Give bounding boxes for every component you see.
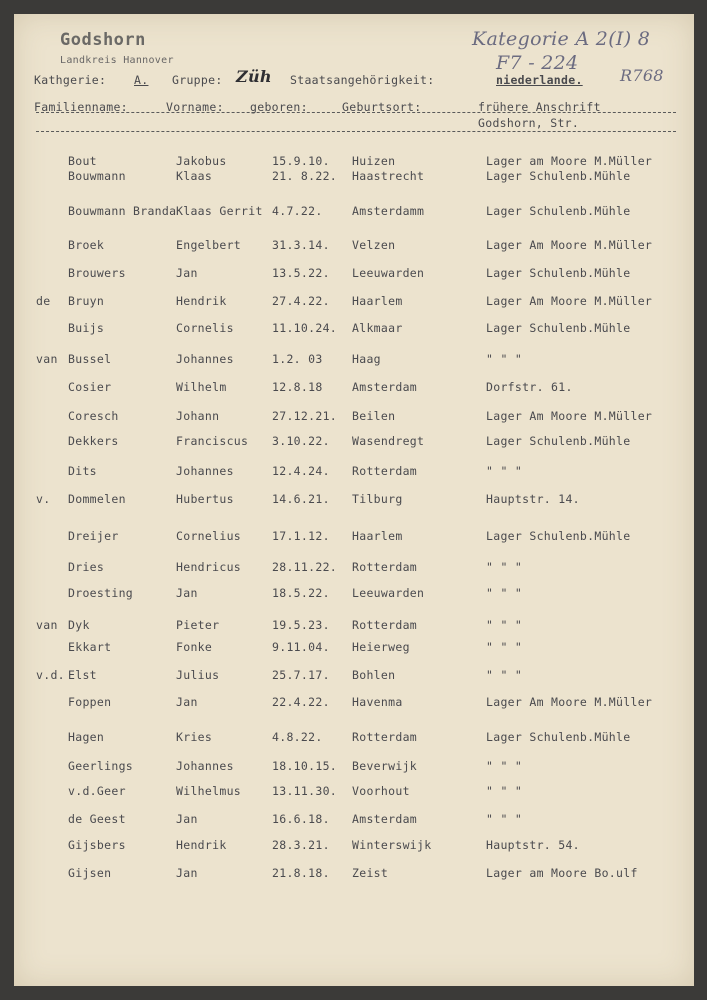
header-rule-bottom <box>36 131 676 132</box>
entry-birth-place: Beverwijk <box>352 759 418 773</box>
entry-birth-date: 9.11.04. <box>272 640 330 654</box>
entry-birth-date: 4.8.22. <box>272 730 323 744</box>
entry-surname: Dommelen <box>68 492 126 506</box>
entry-address: Hauptstr. 54. <box>486 838 580 852</box>
entry-birth-place: Zeist <box>352 866 389 880</box>
entry-birth-date: 4.7.22. <box>272 204 323 218</box>
list-item <box>14 866 694 882</box>
entry-first-name: Julius <box>176 668 220 682</box>
entry-birth-place: Tilburg <box>352 492 403 506</box>
list-item <box>14 380 694 396</box>
list-item <box>14 812 694 828</box>
entry-address: " " " <box>486 586 523 600</box>
list-item <box>14 434 694 450</box>
entry-birth-date: 11.10.24. <box>272 321 338 335</box>
entry-birth-place: Rotterdam <box>352 618 418 632</box>
entry-first-name: Johann <box>176 409 220 423</box>
entry-birth-date: 12.8.18 <box>272 380 323 394</box>
header-rule-top <box>36 112 676 113</box>
entry-first-name: Hubertus <box>176 492 234 506</box>
entry-first-name: Pieter <box>176 618 220 632</box>
list-item <box>14 618 694 634</box>
entry-first-name: Jan <box>176 586 198 600</box>
entry-surname: v.d.Geer <box>68 784 126 798</box>
list-item <box>14 409 694 425</box>
entry-birth-date: 22.4.22. <box>272 695 330 709</box>
entry-birth-place: Rotterdam <box>352 464 418 478</box>
entry-surname: Gijsbers <box>68 838 126 852</box>
entry-address: Lager Schulenb.Mühle <box>486 434 631 448</box>
entry-birth-date: 21. 8.22. <box>272 169 338 183</box>
entry-surname: Bout <box>68 154 97 168</box>
entry-first-name: Klaas <box>176 169 213 183</box>
entry-surname: Dits <box>68 464 97 478</box>
handwritten-reference: R768 <box>620 66 664 85</box>
entry-address: Lager Schulenb.Mühle <box>486 204 631 218</box>
entry-birth-date: 27.12.21. <box>272 409 338 423</box>
entry-first-name: Jakobus <box>176 154 227 168</box>
list-item <box>14 154 694 170</box>
entry-surname: Dries <box>68 560 105 574</box>
entry-birth-date: 15.9.10. <box>272 154 330 168</box>
entry-birth-place: Rotterdam <box>352 730 418 744</box>
list-item <box>14 640 694 656</box>
entry-surname: Droesting <box>68 586 134 600</box>
entry-birth-date: 18.5.22. <box>272 586 330 600</box>
entry-birth-date: 25.7.17. <box>272 668 330 682</box>
entry-address: " " " <box>486 352 523 366</box>
entry-address: Hauptstr. 14. <box>486 492 580 506</box>
entry-first-name: Klaas Gerrit <box>176 204 263 218</box>
entry-address: Dorfstr. 61. <box>486 380 573 394</box>
entry-birth-place: Leeuwarden <box>352 266 425 280</box>
entry-address: Lager Schulenb.Mühle <box>486 169 631 183</box>
list-item <box>14 464 694 480</box>
entry-birth-place: Alkmaar <box>352 321 403 335</box>
place-stamp: Godshorn <box>60 30 146 50</box>
entry-birth-place: Velzen <box>352 238 396 252</box>
label-staatsangehoerigkeit: Staatsangehörigkeit: <box>290 73 435 87</box>
gruppe-value: Züh <box>236 67 272 86</box>
entry-birth-place: Haastrecht <box>352 169 425 183</box>
label-gruppe: Gruppe: <box>172 73 223 87</box>
entry-surname: Bussel <box>68 352 112 366</box>
entry-birth-date: 1.2. 03 <box>272 352 323 366</box>
entry-birth-place: Amsterdam <box>352 380 418 394</box>
list-item <box>14 169 694 185</box>
entry-prefix: v. <box>36 492 51 506</box>
entry-first-name: Jan <box>176 866 198 880</box>
list-item <box>14 730 694 746</box>
entry-birth-place: Beilen <box>352 409 396 423</box>
entry-first-name: Johannes <box>176 352 234 366</box>
entry-birth-place: Heierweg <box>352 640 410 654</box>
entry-surname: Coresch <box>68 409 119 423</box>
entry-birth-place: Voorhout <box>352 784 410 798</box>
entry-surname: Hagen <box>68 730 105 744</box>
list-item <box>14 266 694 282</box>
col-familienname: Familienname: <box>34 100 128 114</box>
col-vorname: Vorname: <box>166 100 224 114</box>
col-anschrift-street: Godshorn, Str. <box>478 116 580 130</box>
entry-first-name: Hendrik <box>176 294 227 308</box>
entry-address: " " " <box>486 759 523 773</box>
list-item <box>14 838 694 854</box>
entry-prefix: de <box>36 294 51 308</box>
entry-birth-place: Havenma <box>352 695 403 709</box>
list-item <box>14 586 694 602</box>
entry-prefix: v.d. <box>36 668 65 682</box>
list-item <box>14 492 694 508</box>
entry-first-name: Wilhelm <box>176 380 227 394</box>
entry-birth-date: 21.8.18. <box>272 866 330 880</box>
entry-first-name: Jan <box>176 266 198 280</box>
entry-surname: Foppen <box>68 695 112 709</box>
entry-surname: Dekkers <box>68 434 119 448</box>
entry-surname: Bruyn <box>68 294 105 308</box>
handwritten-file-number: F7 - 224 <box>496 52 579 74</box>
entry-address: Lager am Moore M.Müller <box>486 154 653 168</box>
col-anschrift: frühere Anschrift <box>478 100 601 114</box>
entry-birth-date: 13.11.30. <box>272 784 338 798</box>
list-item <box>14 238 694 254</box>
entry-birth-date: 31.3.14. <box>272 238 330 252</box>
list-item <box>14 321 694 337</box>
entry-birth-place: Bohlen <box>352 668 396 682</box>
entry-first-name: Jan <box>176 812 198 826</box>
entry-surname: de Geest <box>68 812 126 826</box>
entry-address: " " " <box>486 560 523 574</box>
entry-address: Lager Am Moore M.Müller <box>486 409 653 423</box>
list-item <box>14 204 694 220</box>
entry-birth-date: 17.1.12. <box>272 529 330 543</box>
staatsangehoerigkeit-value: niederlande. <box>496 73 583 87</box>
entry-address: " " " <box>486 784 523 798</box>
entry-address: Lager Schulenb.Mühle <box>486 321 631 335</box>
entry-address: Lager Schulenb.Mühle <box>486 730 631 744</box>
entry-first-name: Johannes <box>176 464 234 478</box>
entry-first-name: Wilhelmus <box>176 784 242 798</box>
entry-address: Lager Am Moore M.Müller <box>486 294 653 308</box>
entry-first-name: Franciscus <box>176 434 249 448</box>
entry-prefix: van <box>36 618 58 632</box>
entry-first-name: Hendrik <box>176 838 227 852</box>
entry-surname: Bouwmann <box>68 169 126 183</box>
col-geboren: geboren: <box>250 100 308 114</box>
entry-address: " " " <box>486 812 523 826</box>
col-geburtsort: Geburtsort: <box>342 100 422 114</box>
entry-birth-place: Winterswijk <box>352 838 432 852</box>
entry-birth-place: Haarlem <box>352 529 403 543</box>
entry-birth-place: Haag <box>352 352 381 366</box>
list-item <box>14 352 694 368</box>
entry-birth-date: 28.11.22. <box>272 560 338 574</box>
entry-surname: Cosier <box>68 380 112 394</box>
entry-address: Lager Schulenb.Mühle <box>486 266 631 280</box>
list-item <box>14 759 694 775</box>
label-kategorie: Kathgerie: <box>34 73 107 87</box>
entry-first-name: Fonke <box>176 640 213 654</box>
list-item <box>14 294 694 310</box>
entry-surname: Geerlings <box>68 759 134 773</box>
document-sheet <box>14 14 694 986</box>
entry-surname: Dreijer <box>68 529 119 543</box>
entry-birth-place: Amsterdam <box>352 812 418 826</box>
entry-birth-date: 12.4.24. <box>272 464 330 478</box>
entry-address: " " " <box>486 618 523 632</box>
entry-birth-date: 18.10.15. <box>272 759 338 773</box>
entry-birth-date: 28.3.21. <box>272 838 330 852</box>
entry-birth-date: 3.10.22. <box>272 434 330 448</box>
entry-prefix: van <box>36 352 58 366</box>
entry-birth-place: Amsterdamm <box>352 204 425 218</box>
entry-birth-place: Leeuwarden <box>352 586 425 600</box>
entry-address: " " " <box>486 640 523 654</box>
entry-first-name: Johannes <box>176 759 234 773</box>
entry-birth-place: Rotterdam <box>352 560 418 574</box>
list-item <box>14 784 694 800</box>
list-item <box>14 529 694 545</box>
list-item <box>14 668 694 684</box>
entry-surname: Elst <box>68 668 97 682</box>
entry-birth-date: 13.5.22. <box>272 266 330 280</box>
list-item <box>14 560 694 576</box>
list-item <box>14 695 694 711</box>
handwritten-category-note: Kategorie A 2(I) 8 <box>472 28 651 50</box>
entry-birth-place: Haarlem <box>352 294 403 308</box>
entry-surname: Broek <box>68 238 105 252</box>
entry-address: Lager Am Moore M.Müller <box>486 695 653 709</box>
entry-birth-date: 19.5.23. <box>272 618 330 632</box>
entry-surname: Dyk <box>68 618 90 632</box>
entry-first-name: Hendricus <box>176 560 242 574</box>
entry-birth-date: 14.6.21. <box>272 492 330 506</box>
entry-first-name: Cornelius <box>176 529 242 543</box>
kategorie-value: A. <box>134 73 149 87</box>
entry-first-name: Kries <box>176 730 213 744</box>
entry-address: Lager Am Moore M.Müller <box>486 238 653 252</box>
entry-first-name: Jan <box>176 695 198 709</box>
entry-surname: Bouwmann Branda <box>68 204 177 218</box>
entry-first-name: Cornelis <box>176 321 234 335</box>
district-stamp: Landkreis Hannover <box>60 55 174 66</box>
entry-address: Lager am Moore Bo.ulf <box>486 866 638 880</box>
entry-surname: Brouwers <box>68 266 126 280</box>
entry-surname: Gijsen <box>68 866 112 880</box>
entry-birth-date: 27.4.22. <box>272 294 330 308</box>
entry-address: " " " <box>486 668 523 682</box>
entry-birth-place: Wasendregt <box>352 434 425 448</box>
entry-surname: Buijs <box>68 321 105 335</box>
entry-first-name: Engelbert <box>176 238 242 252</box>
entry-surname: Ekkart <box>68 640 112 654</box>
entry-address: " " " <box>486 464 523 478</box>
entry-address: Lager Schulenb.Mühle <box>486 529 631 543</box>
entry-birth-place: Huizen <box>352 154 396 168</box>
entry-birth-date: 16.6.18. <box>272 812 330 826</box>
